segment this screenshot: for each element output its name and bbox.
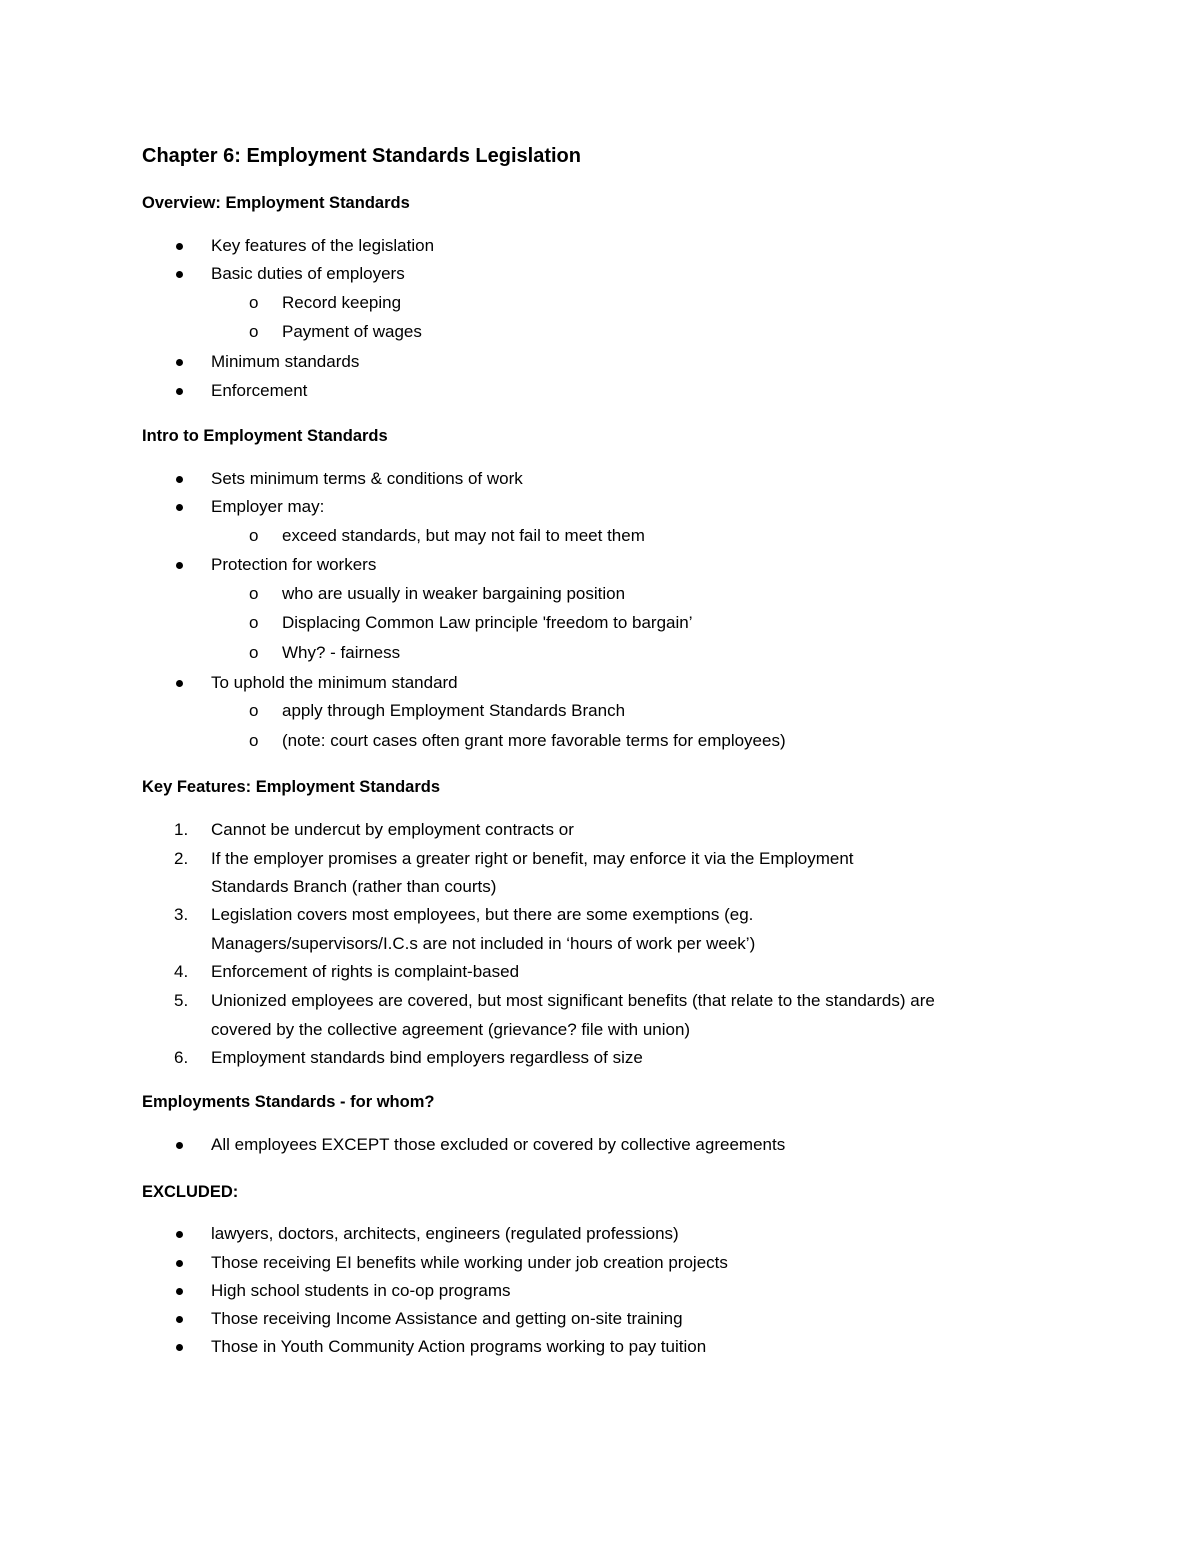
bullet-icon xyxy=(176,476,183,483)
list-item: Employer may: xyxy=(211,497,325,516)
list-item: All employees EXCEPT those excluded or covered by collective agreements xyxy=(211,1135,786,1154)
numbered-list-item: Unionized employees are covered, but most significant benefits (that relate to the standards) are xyxy=(211,991,935,1010)
bullet-icon xyxy=(176,243,183,250)
bullet-icon xyxy=(176,1344,183,1351)
section-heading-key-features: Key Features: Employment Standards xyxy=(142,778,440,796)
numbered-list-item-continuation: Managers/supervisors/I.C.s are not included in ‘hours of work per week’) xyxy=(211,934,756,953)
bullet-icon xyxy=(176,1231,183,1238)
bullet-icon xyxy=(176,1260,183,1267)
list-item: Basic duties of employers xyxy=(211,264,405,283)
list-item: Protection for workers xyxy=(211,555,377,574)
list-item: To uphold the minimum standard xyxy=(211,673,458,692)
sub-list-item: Why? - fairness xyxy=(282,643,401,662)
list-number: 4. xyxy=(174,962,189,981)
document-title: Chapter 6: Employment Standards Legislation xyxy=(142,145,581,167)
section-heading-for-whom: Employments Standards - for whom? xyxy=(142,1093,435,1111)
bullet-icon xyxy=(176,271,183,278)
section-heading-excluded: EXCLUDED: xyxy=(142,1183,239,1201)
bullet-icon xyxy=(176,359,183,366)
sub-list-item: apply through Employment Standards Branch xyxy=(282,701,626,720)
sub-bullet-icon: o xyxy=(249,613,259,632)
sub-bullet-icon: o xyxy=(249,526,259,545)
sub-bullet-icon: o xyxy=(249,643,259,662)
sub-bullet-icon: o xyxy=(249,293,259,312)
bullet-icon xyxy=(176,680,183,687)
list-number: 2. xyxy=(174,849,189,868)
list-number: 5. xyxy=(174,991,189,1010)
bullet-icon xyxy=(176,388,183,395)
bullet-icon xyxy=(176,1316,183,1323)
sub-bullet-icon: o xyxy=(249,701,259,720)
list-item: Those receiving EI benefits while working under job creation projects xyxy=(211,1253,728,1272)
numbered-list-item: Employment standards bind employers regardless of size xyxy=(211,1048,643,1067)
sub-bullet-icon: o xyxy=(249,731,259,750)
sub-list-item: who are usually in weaker bargaining position xyxy=(282,584,626,603)
sub-bullet-icon: o xyxy=(249,584,259,603)
sub-bullet-icon: o xyxy=(249,322,259,341)
numbered-list-item: Cannot be undercut by employment contracts or xyxy=(211,820,574,839)
list-item: lawyers, doctors, architects, engineers (regulated professions) xyxy=(211,1224,679,1243)
sub-list-item: exceed standards, but may not fail to meet them xyxy=(282,526,645,545)
section-heading-overview: Overview: Employment Standards xyxy=(142,194,410,212)
list-item: Key features of the legislation xyxy=(211,236,435,255)
numbered-list-item: Enforcement of rights is complaint-based xyxy=(211,962,520,981)
numbered-list-item: Legislation covers most employees, but there are some exemptions (eg. xyxy=(211,905,754,924)
bullet-icon xyxy=(176,1288,183,1295)
numbered-list-item-continuation: covered by the collective agreement (grievance? file with union) xyxy=(211,1020,691,1039)
list-item: Sets minimum terms & conditions of work xyxy=(211,469,523,488)
list-number: 1. xyxy=(174,820,189,839)
list-number: 3. xyxy=(174,905,189,924)
sub-list-item: (note: court cases often grant more favorable terms for employees) xyxy=(282,731,786,750)
list-number: 6. xyxy=(174,1048,189,1067)
list-item: Minimum standards xyxy=(211,352,360,371)
bullet-icon xyxy=(176,1142,183,1149)
bullet-icon xyxy=(176,562,183,569)
list-item: Enforcement xyxy=(211,381,308,400)
sub-list-item: Record keeping xyxy=(282,293,402,312)
sub-list-item: Displacing Common Law principle 'freedom to bargain’ xyxy=(282,613,693,632)
numbered-list-item: If the employer promises a greater right or benefit, may enforce it via the Employment xyxy=(211,849,854,868)
sub-list-item: Payment of wages xyxy=(282,322,422,341)
numbered-list-item-continuation: Standards Branch (rather than courts) xyxy=(211,877,497,896)
list-item: High school students in co-op programs xyxy=(211,1281,511,1300)
section-heading-intro: Intro to Employment Standards xyxy=(142,427,388,445)
list-item: Those receiving Income Assistance and getting on-site training xyxy=(211,1309,683,1328)
bullet-icon xyxy=(176,504,183,511)
list-item: Those in Youth Community Action programs working to pay tuition xyxy=(211,1337,707,1356)
